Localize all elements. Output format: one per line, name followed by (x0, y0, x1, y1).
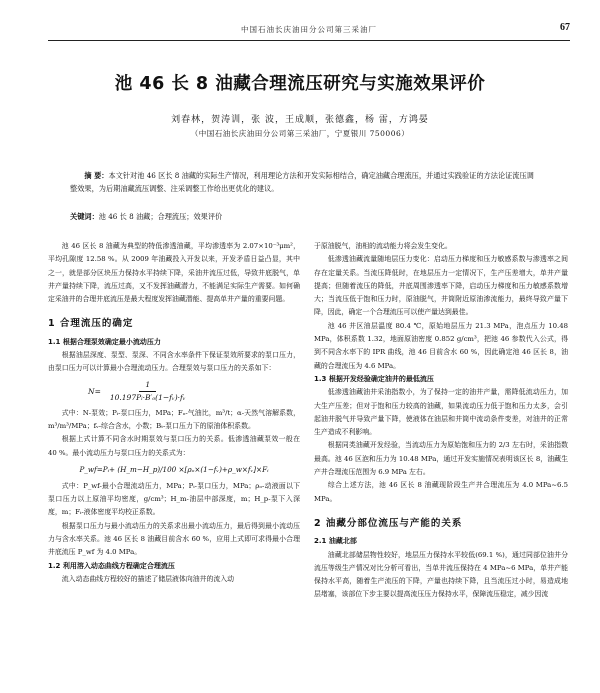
running-header (48, 22, 570, 41)
paragraph: 池 46 井区油层温度 80.4 ℃，原始地层压力 21.3 MPa，泡点压力 10.48 MPa，体积系数 1.32，地面原油密度 0.852 g/cm³，把池 46 参数代入公式，得到不同含水率下的 IPR 曲线，池 46 目前含水 60 %，因此确定池 46 区长 8，油藏的合理流压为 4.6 MPa。 (314, 321, 568, 370)
abstract-label: 摘 要： (84, 171, 109, 180)
formula-min-flow-pressure: P_wf=Pᵢ+ (H_m−H_p)/100 ×[ρₒ×(1−fᵥ)+ρ_w×fᵥ]×Fᵢ (79, 464, 269, 474)
paragraph: 流入动态曲线方程较好的描述了储层液体向油井的流入动 (61, 574, 235, 583)
section-heading-1: 1 合理流压的确定 (48, 318, 134, 330)
subsection-heading-1-1: 1.1 根据合理泵效确定最小流动压力 (48, 337, 161, 346)
paragraph: 根据油层深度、泵型、泵深、不同含水率条件下保证泵效所要求的泵口压力，由泵口压力可以计算最小合理流动压力。合理泵效与泵口压力的关系如下： (48, 351, 300, 373)
paragraph: 式中：P_wf-最小合理流动压力，MPa；Pᵢ-泵口压力，MPa；ρₒ-动液面以下泵口压力以上原油平均密度，g/cm³；H_m-油层中部深度，m；H_p-泵下入深度，m；Fᵢ-液体密度平均校正系数。 (48, 481, 300, 517)
paragraph: 式中：N-泵效；Pᵢ-泵口压力，MPa；Fₒ-气油比，m³/t；α-天然气溶解系数，m³/m³/MPa；fᵥ-综合含水，小数；Bₜ-泵口压力下的原油体积系数。 (48, 408, 300, 430)
formula-lhs: N= (88, 386, 101, 396)
formula-fraction (104, 379, 192, 404)
keywords-label: 关键词： (70, 212, 99, 221)
paragraph: 低渗透油藏流量随地层压力变化：启动压力梯度和压力敏感系数与渗透率之间存在定量关系。当流压降低时，在地层压力一定情况下，生产压差增大，单井产量提高；但随着流压的降低，井底周围渗透率下降，启动压力梯度和压力敏感系数增大；当流压低于饱和压力时，原油脱气，井筒附近原油渗流能力，最终导致产量下降，因此，确定一个合理流压可以使产量达到最佳。 (314, 255, 568, 317)
formula-pump-efficiency (88, 379, 238, 404)
abstract (70, 170, 540, 195)
subsection-heading-1-3: 1.3 根据开发经验确定油井的最低流压 (314, 374, 434, 383)
left-column (48, 240, 300, 586)
paragraph: 根据同类油藏开发经验，当流动压力为原始饱和压力的 2/3 左右时，采油指数最高。池 46 区泡和压力为 10.48 MPa，通过开发实施情况表明该区长 8，油藏生产井合理流压范围为 6.9 MPa 左右。 (314, 441, 568, 477)
paragraph: 油藏北部储层物性较好，地层压力保持水平较低(69.1 %)，通过同部位油井分流压等级生产情况对比分析可看出，当单井流压保持在 4 MPa~6 MPa，单井产能保持水平高，随着生产流压的下降，产量也持续下降，且当流压过小时，易造成地层堵塞，该部位下步主要以提高流压压力保持水平，保障流压稳定，减少因流 (314, 550, 568, 599)
keywords-text: 池 46 长 8 油藏；合理流压；效果评价 (98, 212, 223, 221)
abstract-text: 本文针对池 46 区长 8 油藏的实际生产情况，利用理论方法和开发实际相结合，确定油藏合理流压，并通过实践验证的方法论证流压调整效果，为后期油藏流压调整、注采调整工作给出更优化的建议。 (70, 171, 534, 193)
paragraph: 根据泵口压力与最小流动压力的关系求出最小流动压力，最后得到最小流动压力与含水率关系。池 46 区长 8 油藏目前含水 60 %，应用上式即可求得最小合理井底流压 P_wf 为 4.0 MPa。 (48, 521, 300, 557)
subsection-heading-2-1: 2.1 油藏北部 (314, 537, 357, 546)
affiliation: （中国石油长庆油田分公司第三采油厂，宁夏银川 750006） (190, 129, 410, 138)
authors: 刘春林，贺涛训，张 波，王成顺，张德鑫，杨 雷，方鸿晏 (171, 115, 429, 125)
intro-paragraph: 池 46 区长 8 油藏为典型的特低渗透油藏，平均渗透率为 2.07×10⁻³μm²，平均孔隙度 12.58 %。从 2009 年油藏投入开发以来，开发矛盾日益凸显，其中之一，就是部分区块压力保持水平持续下降，采油井流压过低，导致井底脱气，单井产量持续下降，流压过高，又不发挥油藏潜力，不能满足实际生产需要。如何确定采油井的合理井底流压是最大程度发挥油藏潜能、提高单井产量的重要问题。 (48, 242, 300, 304)
page-number: 67 (560, 22, 570, 33)
section-heading-2: 2 油藏分部位流压与产能的关系 (314, 517, 463, 529)
paper-title: 池 46 长 8 油藏合理流压研究与实施效果评价 (114, 74, 486, 94)
subsection-heading-1-2: 1.2 利用溶入动态曲线方程确定合理流压 (48, 561, 175, 570)
keywords (70, 211, 540, 223)
running-title: 中国石油长庆油田分公司第三采油厂 (241, 25, 377, 34)
paragraph: 低渗透油藏油井采油指数小，为了保持一定的油井产量，需降低流动压力，加大生产压差；但对于饱和压力较高的油藏，如果流动压力低于饱和压力太多，会引起油井脱气并导致产量下降，使液体在油层和井筒中流动条件变差，对油井的正常生产造成不利影响。 (314, 388, 568, 437)
paragraph: 根据上式计算不同含水时期泵效与泵口压力的关系。低渗透油藏泵效一般在 40 %。最小流动压力与泵口压力的关系式为： (48, 435, 300, 457)
paragraph: 于原油脱气，油相的流动能力将会发生变化。 (314, 242, 452, 250)
formula-numerator: 1 (139, 379, 156, 392)
right-column (314, 240, 568, 602)
paragraph: 综合上述方法，池 46 区长 8 油藏现阶段生产井合理流压为 4.0 MPa~6.5 MPa。 (314, 481, 568, 503)
formula-denominator: 10.197Pᵢ·B′ₒ(1−fᵥ)·fᵥ (109, 392, 186, 402)
